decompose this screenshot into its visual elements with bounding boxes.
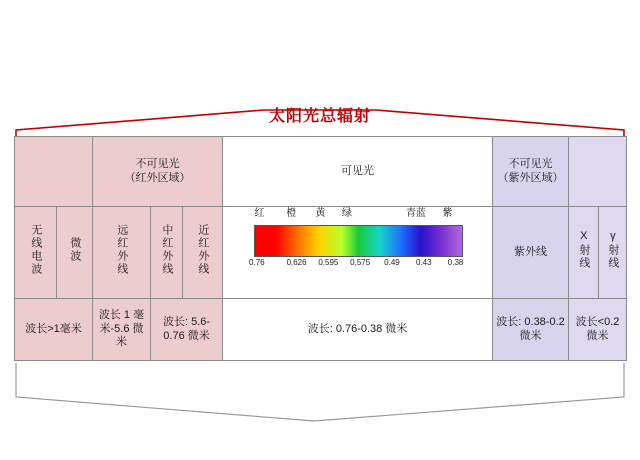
spectrum-color-bar (254, 225, 463, 257)
cell-radio-wave (15, 207, 57, 299)
band-label-near-infrared: 近红外线 (196, 224, 209, 277)
tick-0626: 0.626 (286, 258, 307, 267)
wavelength-radio-microwave: 波长>1毫米 (15, 299, 93, 361)
cell-near-infrared (183, 207, 223, 299)
spectrum-label-purple: 紫 (442, 208, 453, 219)
spectrum-label-orange: 橙 (286, 208, 297, 219)
header-spacer-right (569, 137, 599, 207)
wavelength-x-gamma: 波长<0.2 微米 (569, 299, 627, 361)
spectrum-color-labels (225, 208, 490, 222)
header-infrared-line2: （红外区域） (124, 171, 191, 184)
band-label-far-infrared: 远红外线 (115, 224, 128, 277)
spectrum-label-cyan-blue: 青蓝 (405, 208, 426, 219)
spectrum-graphic (225, 208, 490, 297)
wavelength-visible: 波长: 0.76-0.38 微米 (223, 299, 493, 361)
header-invisible-infrared (93, 137, 223, 207)
cell-visible-spectrum (223, 207, 493, 299)
tick-0595: 0.595 (318, 258, 339, 267)
table-row-wavelengths (15, 299, 627, 361)
header-spacer-right2 (599, 137, 627, 207)
header-visible-light: 可见光 (223, 137, 493, 207)
spectrum-label-yellow: 黄 (315, 208, 326, 219)
cell-gamma-ray (599, 207, 627, 299)
header-uv-line2: （紫外区域） (497, 171, 564, 184)
table-row-headers (15, 137, 627, 207)
cell-ultraviolet (493, 207, 569, 299)
band-label-x-ray: X射线 (577, 230, 590, 271)
header-invisible-ultraviolet (493, 137, 569, 207)
band-label-microwave: 微波 (68, 237, 81, 264)
tick-0575: 0.575 (350, 258, 371, 267)
tick-038: 0.38 (447, 258, 464, 267)
header-uv-line1: 不可见光 (508, 157, 553, 170)
band-label-gamma-ray: γ射线 (606, 230, 619, 271)
wavelength-ultraviolet: 波长: 0.38-0.2 微米 (493, 299, 569, 361)
wavelength-far-infrared: 波长 1 毫米-5.6 微米 (93, 299, 151, 361)
tick-076: 0.76 (249, 258, 265, 267)
spectrum-table (14, 136, 626, 361)
band-label-mid-infrared: 中红外线 (160, 224, 173, 277)
top-bracket (14, 108, 626, 138)
cell-mid-infrared (151, 207, 183, 299)
band-label-radio-wave: 无线电波 (29, 224, 42, 277)
spectrum-tick-labels (225, 258, 490, 272)
spectrum-label-green: 绿 (341, 208, 352, 219)
header-spacer-left (15, 137, 57, 207)
header-spacer-left2 (57, 137, 93, 207)
spectrum-label-red: 红 (254, 208, 265, 219)
bottom-bracket (14, 361, 626, 423)
cell-microwave (57, 207, 93, 299)
band-label-ultraviolet: 紫外线 (514, 245, 548, 258)
cell-x-ray (569, 207, 599, 299)
header-infrared-line1: 不可见光 (135, 157, 180, 170)
wavelength-mid-near-infrared: 波长: 5.6-0.76 微米 (151, 299, 223, 361)
cell-far-infrared (93, 207, 151, 299)
table-row-bands (15, 207, 627, 299)
page-title: 太阳光总辐射 (268, 108, 371, 125)
tick-049: 0.49 (384, 258, 400, 267)
tick-043: 0.43 (415, 258, 432, 267)
